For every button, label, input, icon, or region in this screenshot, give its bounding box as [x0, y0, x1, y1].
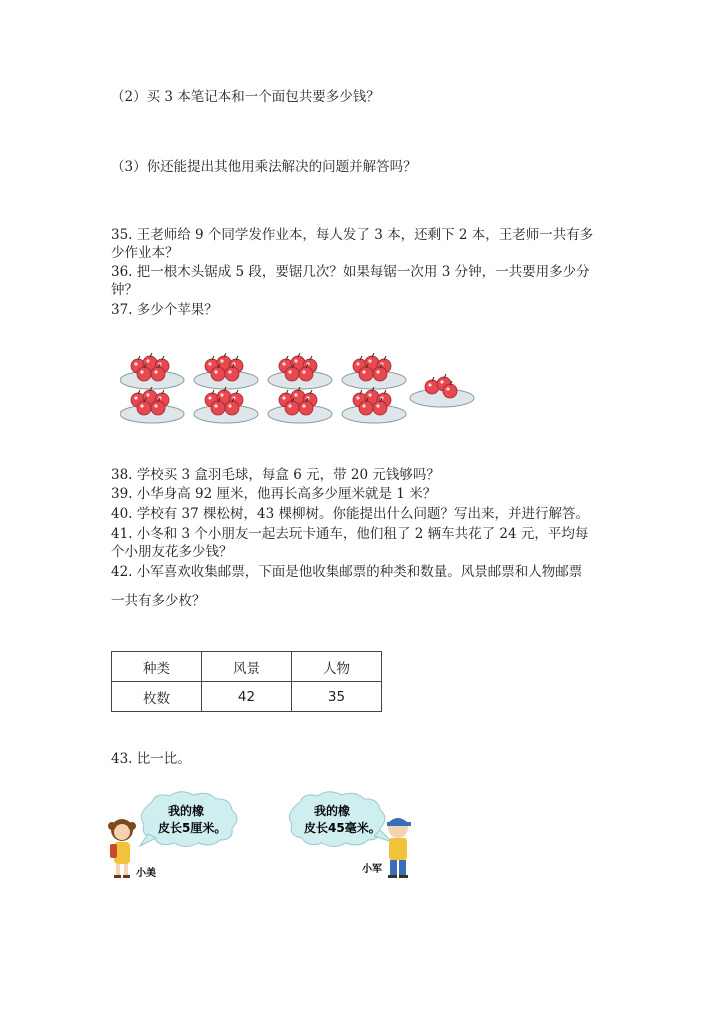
apple-plate	[194, 353, 258, 389]
question-39: 39. 小华身高 92 厘米，他再长高多少厘米就是 1 米？	[111, 486, 437, 502]
apple-highlight	[228, 370, 231, 373]
apple	[225, 401, 239, 415]
apple	[443, 384, 457, 398]
bubble-right-line-1: 我的橡	[314, 804, 351, 818]
apple-highlight	[368, 359, 371, 362]
boy-figure	[387, 818, 411, 878]
apple-highlight	[294, 359, 297, 362]
question-38: 38. 学校买 3 盒羽毛球，每盒 6 元，带 20 元钱够吗？	[111, 467, 440, 483]
apple-highlight	[140, 404, 143, 407]
apple-highlight	[146, 393, 149, 396]
apple-highlight	[214, 404, 217, 407]
apple	[137, 401, 151, 415]
apple-plate	[120, 387, 184, 423]
girl-figure	[108, 819, 136, 878]
apple-highlight	[446, 387, 449, 390]
question-35-line-1: 35. 王老师给 9 个同学发作业本，每人发了 3 本，还剩下 2 本，王老师一共有多	[111, 227, 594, 243]
question-42-line-2: 一共有多少枚？	[111, 593, 206, 609]
apple-highlight	[356, 396, 359, 399]
bubble-right-line-2: 皮长45毫米。	[304, 821, 381, 835]
table-cell: 35	[292, 682, 382, 712]
apple-plate	[342, 353, 406, 389]
table-header-cell: 种类	[112, 652, 202, 682]
speech-bubble-left	[140, 792, 237, 847]
apple-plate	[268, 387, 332, 423]
apple-highlight	[282, 362, 285, 365]
apple-highlight	[288, 404, 291, 407]
question-36-line-2: 钟？	[111, 282, 138, 298]
apple-highlight	[294, 393, 297, 396]
apple	[373, 401, 387, 415]
apple	[151, 367, 165, 381]
question-41-line-1: 41. 小冬和 3 个小朋友一起去玩卡通车，他们租了 2 辆车共花了 24 元，平均每	[111, 526, 589, 542]
apple	[211, 401, 225, 415]
bubble-left-line-2: 皮长5厘米。	[158, 821, 227, 835]
question-40: 40. 学校有 37 棵松树，43 棵柳树。你能提出什么问题？写出来，并进行解答。	[111, 506, 589, 522]
apple-plate	[410, 374, 474, 407]
question-34-part-3: （3）你还能提出其他用乘法解决的问题并解答吗？	[111, 159, 417, 175]
apple-highlight	[134, 396, 137, 399]
apple-highlight	[140, 370, 143, 373]
apple	[359, 367, 373, 381]
apple-highlight	[376, 404, 379, 407]
table-header-row	[112, 652, 382, 682]
question-37: 37. 多少个苹果？	[111, 302, 218, 318]
question-42-line-1: 42. 小军喜欢收集邮票，下面是他收集邮票的种类和数量。风景邮票和人物邮票	[111, 564, 583, 580]
apple-highlight	[208, 396, 211, 399]
apple-highlight	[282, 396, 285, 399]
speech-bubble-right	[289, 792, 392, 847]
apple	[151, 401, 165, 415]
table-cell: 42	[202, 682, 292, 712]
apple	[225, 367, 239, 381]
question-41-line-2: 个小朋友花多少钱？	[111, 544, 233, 560]
apple-highlight	[220, 393, 223, 396]
apple-highlight	[154, 404, 157, 407]
question-35-line-2: 少作业本？	[111, 245, 179, 261]
apple-highlight	[146, 359, 149, 362]
apple-plate	[268, 353, 332, 389]
apple	[211, 367, 225, 381]
table-row	[112, 682, 382, 712]
apple-highlight	[302, 404, 305, 407]
apple-highlight	[154, 370, 157, 373]
bubble-left-line-1: 我的橡	[168, 804, 205, 818]
apple-highlight	[440, 380, 443, 383]
apple-highlight	[362, 404, 365, 407]
apple	[285, 401, 299, 415]
apple-highlight	[356, 362, 359, 365]
apple-highlight	[288, 370, 291, 373]
question-43: 43. 比一比。	[111, 751, 191, 767]
stamp-table	[111, 651, 382, 712]
compare-figure	[100, 790, 430, 890]
apple-highlight	[368, 393, 371, 396]
apple-highlight	[134, 362, 137, 365]
apple	[299, 367, 313, 381]
girl-name-label: 小美	[136, 868, 156, 879]
apple	[285, 367, 299, 381]
apple-highlight	[214, 370, 217, 373]
apple-plate	[194, 387, 258, 423]
boy-name-label: 小军	[362, 864, 382, 875]
apple-highlight	[362, 370, 365, 373]
apple-highlight	[208, 362, 211, 365]
table-header-cell: 人物	[292, 652, 382, 682]
apple	[359, 401, 373, 415]
apple-highlight	[376, 370, 379, 373]
table-header-cell: 风景	[202, 652, 292, 682]
apple-highlight	[220, 359, 223, 362]
question-36-line-1: 36. 把一根木头锯成 5 段，要锯几次？如果每锯一次用 3 分钟，一共要用多少分	[111, 264, 590, 280]
apple-plates-figure	[120, 348, 480, 426]
apple-highlight	[302, 370, 305, 373]
apple-plate	[120, 353, 184, 389]
apple	[137, 367, 151, 381]
apple-highlight	[428, 383, 431, 386]
apple	[299, 401, 313, 415]
apple-plate	[342, 387, 406, 423]
question-34-part-2: （2）买 3 本笔记本和一个面包共要多少钱？	[111, 89, 380, 105]
apple-highlight	[228, 404, 231, 407]
apple	[373, 367, 387, 381]
table-cell: 枚数	[112, 682, 202, 712]
